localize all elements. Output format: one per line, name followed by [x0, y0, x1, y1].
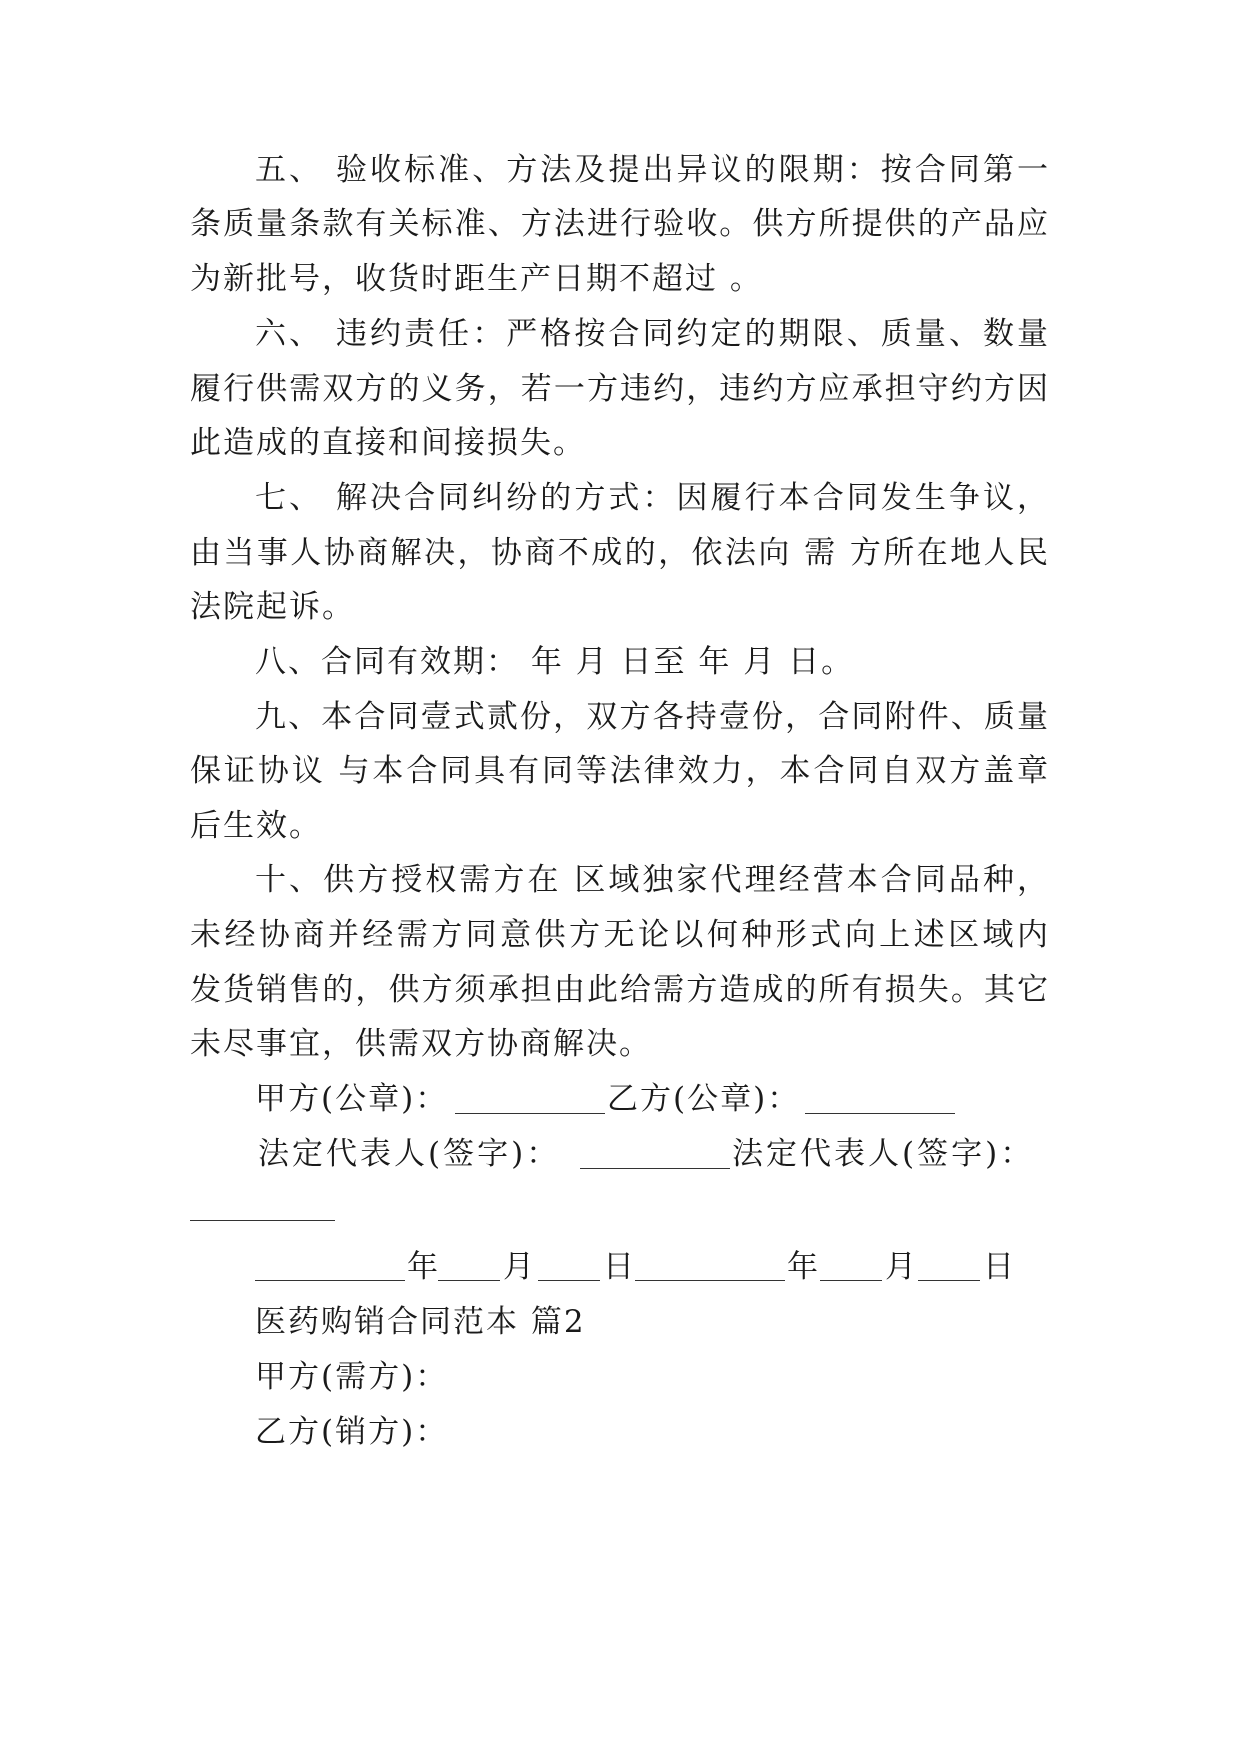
- legal-rep-2-blank: [190, 1220, 335, 1221]
- clause-8-line-1: 八、合同有效期： 年 月 日至 年 月 日。: [255, 644, 855, 680]
- date-1-month-label: 月: [503, 1249, 536, 1285]
- part-2-party-b: 乙方(销方)：: [255, 1414, 449, 1450]
- date-2-year-blank: [635, 1280, 785, 1281]
- date-2-year-label: 年: [787, 1249, 820, 1285]
- clause-7-line-3: 法院起诉。: [190, 589, 355, 625]
- date-2-day-label: 日: [983, 1249, 1016, 1285]
- clause-6-line-2: 履行供需双方的义务，若一方违约，违约方应承担守约方因: [190, 371, 1050, 407]
- party-b-seal-label: 乙方(公章)：: [607, 1081, 801, 1117]
- date-2-month-label: 月: [885, 1249, 918, 1285]
- clause-9-line-3: 后生效。: [190, 808, 322, 844]
- clause-5-line-2: 条质量条款有关标准、方法进行验收。供方所提供的产品应: [190, 206, 1050, 242]
- date-1-day-label: 日: [603, 1249, 636, 1285]
- clause-6-line-1: 六、 违约责任：严格按合同约定的期限、质量、数量: [255, 316, 1050, 352]
- party-a-seal-label: 甲方(公章)：: [255, 1081, 449, 1117]
- clause-6-line-3: 此造成的直接和间接损失。: [190, 425, 586, 461]
- date-1-year-blank: [255, 1280, 405, 1281]
- clause-9-line-1: 九、本合同壹式贰份，双方各持壹份，合同附件、质量: [255, 699, 1050, 735]
- clause-10-line-4: 未尽事宜，供需双方协商解决。: [190, 1026, 652, 1062]
- party-b-seal-blank: [805, 1113, 955, 1114]
- date-2-month-blank: [820, 1280, 882, 1281]
- part-2-party-a: 甲方(需方)：: [255, 1359, 449, 1395]
- date-1-day-blank: [538, 1280, 600, 1281]
- clause-9-line-2: 保证协议 与本合同具有同等法律效力，本合同自双方盖章: [190, 753, 1050, 789]
- clause-7-line-2: 由当事人协商解决，协商不成的，依法向 需 方所在地人民: [190, 535, 1050, 571]
- clause-7-line-1: 七、 解决合同纠纷的方式：因履行本合同发生争议，: [255, 480, 1050, 516]
- part-2-title: 医药购销合同范本 篇2: [255, 1304, 586, 1340]
- date-2-day-blank: [918, 1280, 980, 1281]
- clause-5-line-1: 五、 验收标准、方法及提出异议的限期：按合同第一: [255, 152, 1050, 188]
- date-1-year-label: 年: [407, 1249, 440, 1285]
- legal-rep-1-blank: [580, 1168, 730, 1169]
- date-1-month-blank: [438, 1280, 500, 1281]
- legal-rep-2-label: 法定代表人(签字)：: [732, 1136, 1035, 1172]
- legal-rep-1-label: 法定代表人(签字)：: [258, 1136, 561, 1172]
- clause-5-line-3: 为新批号，收货时距生产日期不超过 。: [190, 261, 763, 297]
- clause-10-line-3: 发货销售的，供方须承担由此给需方造成的所有损失。其它: [190, 972, 1050, 1008]
- clause-10-line-1: 十、供方授权需方在 区域独家代理经营本合同品种，: [255, 862, 1050, 898]
- clause-10-line-2: 未经协商并经需方同意供方无论以何种形式向上述区域内: [190, 917, 1050, 953]
- party-a-seal-blank: [455, 1113, 605, 1114]
